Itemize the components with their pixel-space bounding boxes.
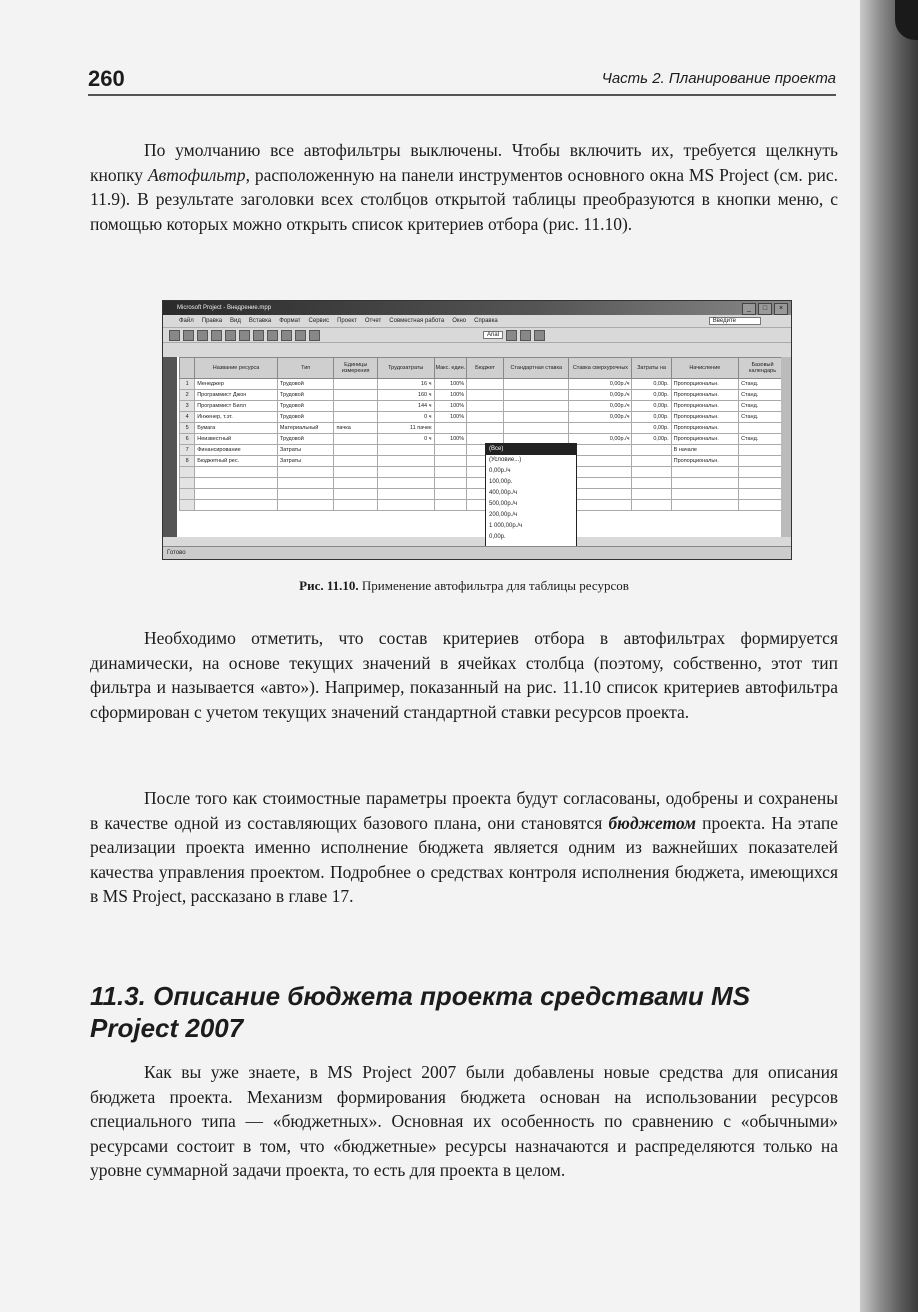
menu-item: Совместная работа [389, 318, 445, 324]
dropdown-item: 100,00р. [489, 479, 513, 485]
table-cell: Станд. [739, 434, 787, 445]
paragraph-budget [90, 786, 838, 909]
table-cell [334, 467, 378, 478]
table-cell: Трудовой [277, 401, 334, 412]
view-bar [163, 357, 177, 537]
table-cell: Бумага [195, 423, 278, 434]
menu-item: Отчет [364, 318, 382, 324]
menu-item: Файл [179, 318, 194, 324]
table-cell: 0,00р./ч [569, 390, 632, 401]
table-cell: 11 пачек [377, 423, 434, 434]
table-cell [671, 500, 738, 511]
table-cell: Трудовой [277, 434, 334, 445]
table-cell [180, 467, 195, 478]
table-cell [277, 500, 334, 511]
table-header-row [180, 358, 787, 379]
column-header: Название ресурса [195, 358, 278, 379]
save-icon [197, 330, 208, 341]
table-row [180, 390, 787, 401]
table-cell [467, 379, 504, 390]
menu-item: Сервис [308, 318, 330, 324]
dropdown-item: 400,00р./ч [489, 490, 518, 496]
table-row [180, 379, 787, 390]
resource-sheet [163, 357, 791, 540]
italic-icon [520, 330, 531, 341]
table-cell: Станд. [739, 412, 787, 423]
column-header [180, 358, 195, 379]
table-cell [434, 456, 467, 467]
column-header: Макс. един. [434, 358, 467, 379]
menu-item: Справка [474, 318, 498, 324]
table-cell [467, 401, 504, 412]
table-row [180, 456, 787, 467]
menu-item: Вставка [248, 318, 272, 324]
table-row [180, 423, 787, 434]
caption-number: Рис. 11.10. [299, 578, 359, 593]
column-header: Ставка сверхурочных [569, 358, 632, 379]
table-cell: 0,00р./ч [569, 379, 632, 390]
table-cell: Материальный [277, 423, 334, 434]
underline-icon [534, 330, 545, 341]
empty-row [180, 467, 787, 478]
table-cell: 3 [180, 401, 195, 412]
table-cell [434, 467, 467, 478]
paragraph-dynamic-criteria: Необходимо отметить, что состав критериев отбора в автофильтрах формируется динамически, на основе текущих значений в ячейках столбца (поэтому, собственно, этот тип фильтра и называется «авто»). Например, показанный на рис. 11.10 список критериев автофильтра сформирован с учетом текущих значений стандартной ставки ресурсов проекта. [90, 628, 838, 722]
running-head [88, 62, 836, 96]
column-header: Стандартная ставка [504, 358, 569, 379]
table-cell [434, 489, 467, 500]
table-cell: 0,00р. [632, 390, 671, 401]
table-cell [632, 500, 671, 511]
table-cell [739, 467, 787, 478]
table-cell [739, 489, 787, 500]
table-cell: пачка [334, 423, 378, 434]
table-cell [377, 478, 434, 489]
table-cell [467, 423, 504, 434]
paragraph-autofilter [90, 138, 838, 236]
table-row [180, 445, 787, 456]
table-cell: Пропорциональн. [671, 401, 738, 412]
table-cell: Финансирование [195, 445, 278, 456]
table-cell [334, 445, 378, 456]
table-cell [277, 489, 334, 500]
table-cell [334, 489, 378, 500]
column-header: Затраты на [632, 358, 671, 379]
text-run: После того как стоимостные параметры проекта будут согласованы, одобрены и сохранены в качестве одной из составляющих базового плана, они становятся [90, 788, 838, 833]
table-cell: 0,00р. [632, 401, 671, 412]
table-cell: 100% [434, 379, 467, 390]
link-icon [295, 330, 306, 341]
table-cell: 16 ч [377, 379, 434, 390]
table-cell [180, 478, 195, 489]
caption-text: Применение автофильтра для таблицы ресурсов [358, 578, 629, 593]
table-cell: 100% [434, 434, 467, 445]
table-cell [334, 500, 378, 511]
resource-table [179, 357, 787, 511]
window-title: Microsoft Project - Внедрение.mpp [177, 305, 272, 311]
table-cell [277, 467, 334, 478]
figure-screenshot [162, 300, 792, 560]
table-cell: Пропорциональн. [671, 390, 738, 401]
table-cell: 100% [434, 401, 467, 412]
dropdown-item: (Все) [486, 444, 576, 455]
table-cell: Неизвестный [195, 434, 278, 445]
dropdown-item: 200,00р./ч [489, 512, 518, 518]
table-cell [632, 445, 671, 456]
table-cell [569, 456, 632, 467]
table-cell: 8 [180, 456, 195, 467]
menu-item: Вид [230, 318, 241, 324]
table-cell [504, 412, 569, 423]
table-cell: Затраты [277, 456, 334, 467]
column-header: Тип [277, 358, 334, 379]
table-cell [504, 423, 569, 434]
table-cell: 100% [434, 412, 467, 423]
emphasis-budget: бюджетом [608, 812, 697, 833]
table-cell: Программист Билл [195, 401, 278, 412]
table-cell [334, 434, 378, 445]
table-cell [434, 445, 467, 456]
table-cell: Пропорциональн. [671, 423, 738, 434]
text-run: проекта. На этапе реализации проекта именно исполнение бюджета является одним из важнейших показателей качества управления проектом. Подробнее о средствах контроля исполнения бюджета, имеющихся в MS Project, рассказано в главе 17. [90, 812, 838, 907]
table-cell [334, 478, 378, 489]
table-row [180, 401, 787, 412]
dropdown-item: 0,00р./ч [489, 468, 511, 474]
table-cell: Станд. [739, 379, 787, 390]
table-cell [195, 489, 278, 500]
table-cell [334, 390, 378, 401]
status-bar: Готово [163, 546, 792, 559]
copy-icon [253, 330, 264, 341]
table-cell [569, 445, 632, 456]
text-run: По умолчанию все автофильтры выключены. Чтобы включить их, требуется щелкнуть кнопку [90, 140, 838, 185]
table-cell [434, 423, 467, 434]
menu-bar [163, 315, 791, 328]
table-cell [180, 500, 195, 511]
table-row [180, 434, 787, 445]
table-cell: 7 [180, 445, 195, 456]
table-cell [739, 423, 787, 434]
empty-row [180, 500, 787, 511]
section-heading: 11.3. Описание бюджета проекта средствами MS Project 2007 [90, 981, 751, 1043]
preview-icon [225, 330, 236, 341]
page-number: 260 [88, 66, 125, 91]
table-cell [671, 478, 738, 489]
table-cell: 0,00р. [632, 434, 671, 445]
table-cell [195, 467, 278, 478]
menu-item: Проект [337, 318, 357, 324]
table-cell [739, 445, 787, 456]
table-cell: Трудовой [277, 379, 334, 390]
part-title: Часть 2. Планирование проекта [601, 70, 836, 87]
empty-row [180, 489, 787, 500]
table-cell: Затраты [277, 445, 334, 456]
table-cell [671, 489, 738, 500]
toolbar [163, 328, 791, 343]
table-cell: 0,00р. [632, 379, 671, 390]
column-header: Начисление [671, 358, 738, 379]
table-cell [739, 500, 787, 511]
table-cell: Станд. [739, 401, 787, 412]
minimize-icon: _ [742, 303, 756, 315]
new-icon [169, 330, 180, 341]
open-icon [183, 330, 194, 341]
table-cell [569, 423, 632, 434]
table-cell [377, 445, 434, 456]
autofilter-icon [309, 330, 320, 341]
text-run: , расположенную на панели инструментов основного окна MS Project (см. рис. 11.9). В результате заголовки всех столбцов открытой таблицы преобразуются в кнопки меню, с помощью которых можно открыть список критериев отбора (рис. 11.10). [90, 164, 838, 234]
table-cell [569, 489, 632, 500]
table-cell: 1 [180, 379, 195, 390]
table-cell [569, 500, 632, 511]
column-header: Трудозатраты [377, 358, 434, 379]
paragraph-budget-resources: Как вы уже знаете, в MS Project 2007 были добавлены новые средства для описания бюджета проекта. Механизм формирования бюджета основан на использовании ресурсов специального типа — «бюджетных». Основная их особенность по сравнению с «обычными» ресурсами состоит в том, что «бюджетные» ресурсы назначаются и распределяются только на уровне суммарной задачи проекта, то есть для проекта в целом. [90, 1062, 838, 1181]
table-cell [504, 401, 569, 412]
table-cell [504, 390, 569, 401]
menu-item: Окно [452, 318, 467, 324]
table-cell [569, 467, 632, 478]
table-cell: Менеджер [195, 379, 278, 390]
menu-item: Правка [201, 318, 223, 324]
table-cell: 144 ч [377, 401, 434, 412]
table-cell [739, 478, 787, 489]
table-cell [180, 489, 195, 500]
table-cell: Программист Джон [195, 390, 278, 401]
table-cell: Пропорциональн. [671, 379, 738, 390]
table-cell [671, 467, 738, 478]
emphasis-autofilter: Автофильтр [147, 164, 246, 185]
figure-caption [90, 578, 838, 594]
table-cell: Бюджетный рес. [195, 456, 278, 467]
maximize-icon: □ [758, 303, 772, 315]
column-header: Базовый календарь [739, 358, 787, 379]
dropdown-item: 500,00р./ч [489, 501, 518, 507]
table-cell [434, 478, 467, 489]
table-cell [195, 500, 278, 511]
font-box: Arial [483, 331, 503, 339]
table-cell: В начале [671, 445, 738, 456]
table-cell: 2 [180, 390, 195, 401]
table-cell: 0,00р. [632, 412, 671, 423]
table-cell [434, 500, 467, 511]
table-cell [632, 467, 671, 478]
table-cell: 0,00р. [632, 423, 671, 434]
table-cell: 5 [180, 423, 195, 434]
print-icon [211, 330, 222, 341]
table-cell: Пропорциональн. [671, 412, 738, 423]
table-cell: 4 [180, 412, 195, 423]
book-spine-shadow [860, 0, 918, 1312]
table-cell: 0 ч [377, 412, 434, 423]
table-cell [377, 500, 434, 511]
table-cell [334, 412, 378, 423]
dropdown-item: 1 000,00р./ч [489, 523, 523, 529]
table-cell: 0,00р./ч [569, 401, 632, 412]
undo-icon [281, 330, 292, 341]
scrollbar [781, 357, 791, 537]
bold-icon [506, 330, 517, 341]
table-cell [334, 456, 378, 467]
table-cell [632, 456, 671, 467]
table-cell [632, 489, 671, 500]
table-cell: 0 ч [377, 434, 434, 445]
table-cell: Станд. [739, 390, 787, 401]
table-cell [334, 401, 378, 412]
table-cell: 6 [180, 434, 195, 445]
table-cell: 0,00р./ч [569, 434, 632, 445]
close-icon: × [774, 303, 788, 315]
table-cell [377, 456, 434, 467]
empty-row [180, 478, 787, 489]
table-cell: 0,00р./ч [569, 412, 632, 423]
table-cell: Трудовой [277, 390, 334, 401]
table-cell [569, 478, 632, 489]
table-cell: Трудовой [277, 412, 334, 423]
table-cell: 160 ч [377, 390, 434, 401]
table-cell [467, 390, 504, 401]
column-header: Единицы измерения [334, 358, 378, 379]
table-cell: Пропорциональн. [671, 456, 738, 467]
table-cell [632, 478, 671, 489]
table-cell [467, 412, 504, 423]
cut-icon [239, 330, 250, 341]
table-cell [334, 379, 378, 390]
table-cell: Пропорциональн. [671, 434, 738, 445]
table-cell: Инженер, т.эт. [195, 412, 278, 423]
table-cell [504, 379, 569, 390]
paste-icon [267, 330, 278, 341]
dropdown-item: (Условие...) [489, 457, 522, 463]
table-cell [195, 478, 278, 489]
table-cell [277, 478, 334, 489]
table-cell: 100% [434, 390, 467, 401]
table-cell [377, 467, 434, 478]
autofilter-dropdown [485, 443, 577, 557]
dropdown-item: 0,00р. [489, 534, 506, 540]
column-header: Бюджет [467, 358, 504, 379]
table-cell [377, 489, 434, 500]
table-row [180, 412, 787, 423]
help-search-box: Введите [709, 317, 761, 325]
window-title-bar [163, 301, 791, 315]
menu-item: Формат [279, 318, 301, 324]
table-cell [739, 456, 787, 467]
